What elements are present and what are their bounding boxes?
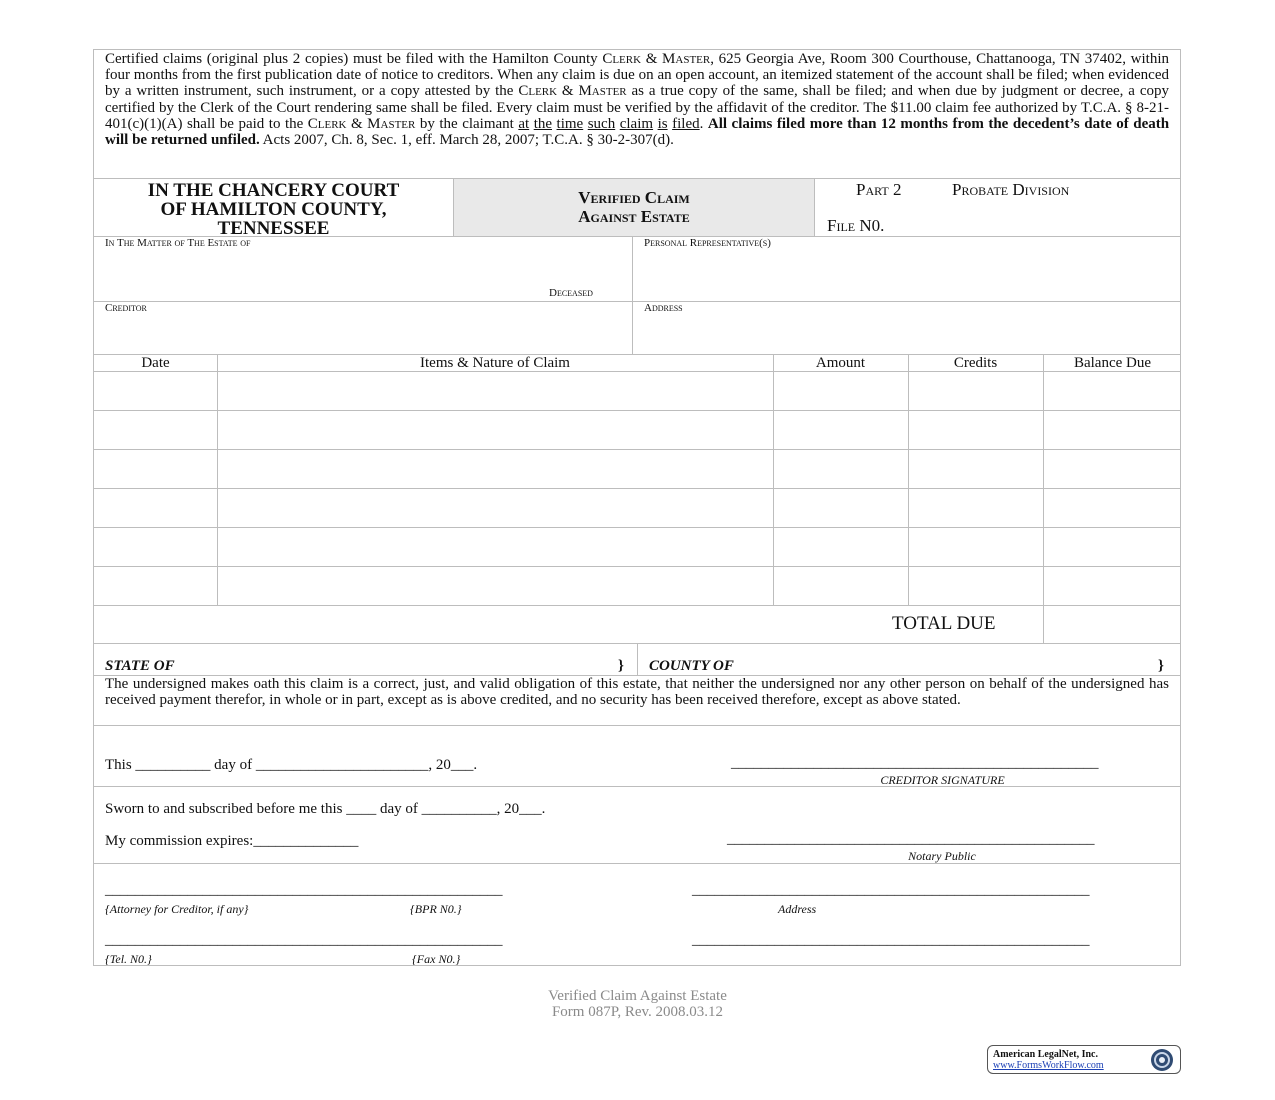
- claim-row[interactable]: [94, 450, 1180, 489]
- estate-field[interactable]: In The Matter of The Estate of: [105, 237, 251, 249]
- total-row: [94, 605, 1180, 644]
- bpr-caption: {BPR N0.}: [410, 902, 462, 916]
- column-header-items: Items & Nature of Claim: [420, 355, 570, 371]
- state-field[interactable]: STATE OF: [105, 658, 175, 674]
- creditor-signature-caption: CREDITOR SIGNATURE: [880, 773, 1005, 787]
- attorney-row: [94, 864, 1180, 967]
- divider: [632, 237, 633, 301]
- court-title: [94, 179, 453, 238]
- statute-citation: Acts 2007, Ch. 8, Sec. 1, eff. March 28, 2007; T.C.A. § 30-2-307(d).: [259, 132, 674, 149]
- attorney-line[interactable]: _____________________________________________________: [105, 882, 503, 898]
- form-title: [453, 179, 815, 236]
- column-header-credits: Credits: [953, 355, 998, 371]
- underlined-word: such: [587, 115, 616, 132]
- publisher-name: American LegalNet, Inc.: [993, 1049, 1098, 1060]
- notary-row: [94, 787, 1180, 864]
- claim-row[interactable]: [94, 567, 1180, 606]
- column-divider: [908, 489, 909, 527]
- column-divider: [908, 528, 909, 566]
- column-divider: [217, 489, 218, 527]
- claim-row[interactable]: [94, 411, 1180, 450]
- total-due-field[interactable]: [1044, 605, 1181, 643]
- notary-signature-line[interactable]: _________________________________________________: [727, 831, 1095, 847]
- column-divider: [908, 567, 909, 605]
- sworn-date-field[interactable]: Sworn to and subscribed before me this ____ day of __________, 20___.: [105, 801, 546, 817]
- publisher-link[interactable]: www.FormsWorkFlow.com: [993, 1060, 1104, 1071]
- unfiled-warning: All claims filed more than 12 months from the decedent’s date of death will be returned unfiled.: [105, 115, 1170, 149]
- clerk-master-text: Clerk & Master: [602, 51, 711, 67]
- column-divider: [773, 489, 774, 527]
- column-divider: [217, 567, 218, 605]
- court-title-line: TENNESSEE: [217, 218, 330, 239]
- column-divider: [1043, 450, 1044, 488]
- column-divider: [217, 450, 218, 488]
- venue-row: [94, 644, 1180, 676]
- oath-statement: [94, 676, 1180, 726]
- column-divider: [773, 355, 774, 371]
- column-divider: [1043, 411, 1044, 449]
- column-divider: [773, 411, 774, 449]
- underlined-word: claim: [619, 115, 654, 132]
- claim-row[interactable]: [94, 489, 1180, 528]
- brace: }: [1158, 658, 1164, 674]
- underlined-word: filed: [672, 115, 700, 132]
- instructions-text: as a true copy of the same, shall be filed; and when due by judgment or decree, a copy certified by the Clerk of the Court rendering same shall be filed. Every claim must be verified by the affidavit of the creditor. The $11.00 claim fee authorized by T.C.A. § 8-21-401(c)(1)(A) shall be paid to the: [105, 83, 1169, 132]
- date-signed-field[interactable]: This __________ day of _______________________, 20___.: [105, 757, 478, 773]
- column-divider: [773, 372, 774, 410]
- column-header-balance: Balance Due: [1073, 355, 1152, 371]
- column-divider: [1043, 372, 1044, 410]
- part-label: Part 2: [856, 180, 902, 199]
- clerk-master-text: Clerk & Master: [518, 83, 627, 100]
- column-divider: [217, 528, 218, 566]
- instructions-text: .: [699, 115, 708, 132]
- tel-caption: {Tel. N0.}: [105, 952, 152, 966]
- brace: }: [618, 658, 624, 674]
- underlined-word: time: [556, 115, 584, 132]
- file-number-field[interactable]: File N0.: [827, 216, 885, 235]
- creditor-field[interactable]: Creditor: [105, 302, 147, 314]
- underlined-word: is: [657, 115, 668, 132]
- column-divider: [908, 450, 909, 488]
- total-due-label: TOTAL DUE: [892, 613, 996, 634]
- form-title-line: Against Estate: [578, 207, 690, 226]
- notary-caption: Notary Public: [908, 849, 976, 863]
- creditor-signature-line[interactable]: _________________________________________________: [731, 755, 1099, 771]
- court-title-line: IN THE CHANCERY COURT: [147, 180, 400, 201]
- column-divider: [1043, 567, 1044, 605]
- column-divider: [908, 411, 909, 449]
- personal-representative-field[interactable]: Personal Representative(s): [644, 237, 771, 249]
- column-divider: [773, 567, 774, 605]
- attorney-address-line[interactable]: _____________________________________________________: [692, 882, 1090, 898]
- footer-form-number: Form 087P, Rev. 2008.03.12: [551, 1004, 724, 1020]
- creditor-signature-row: [94, 726, 1180, 787]
- attorney-caption: {Attorney for Creditor, if any}: [105, 902, 249, 916]
- fax-caption: {Fax N0.}: [412, 952, 461, 966]
- division-label: Probate Division: [952, 180, 1070, 199]
- column-divider: [217, 355, 218, 371]
- column-header-date: Date: [141, 355, 170, 371]
- commission-expires-field[interactable]: My commission expires:______________: [105, 833, 359, 849]
- claim-row[interactable]: [94, 372, 1180, 411]
- column-divider: [1043, 355, 1044, 371]
- filing-instructions: [94, 50, 1180, 179]
- instructions-text: by the claimant: [415, 115, 519, 132]
- court-title-line: OF HAMILTON COUNTY,: [160, 199, 387, 220]
- underlined-word: the: [533, 115, 553, 132]
- court-header: [94, 179, 1180, 237]
- county-field[interactable]: COUNTY OF: [649, 658, 734, 674]
- divider: [637, 644, 638, 675]
- form-title-line: Verified Claim: [578, 188, 690, 207]
- column-divider: [908, 372, 909, 410]
- deceased-label: Deceased: [549, 287, 593, 299]
- estate-row: [94, 237, 1180, 302]
- claim-row[interactable]: [94, 528, 1180, 567]
- oath-text: The undersigned makes oath this claim is a correct, just, and valid obligation of this estate, that neither the undersigned nor any other person on behalf of the undersigned has received payment therefor, in whole or in part, except as is above credited, and no security has been received therefore, except as above stated.: [105, 676, 1169, 708]
- footer-form-name: Verified Claim Against Estate: [548, 988, 727, 1004]
- claim-form: [93, 49, 1181, 966]
- address-field[interactable]: Address: [644, 302, 683, 314]
- instructions-text: , 625 Georgia Ave, Room 300 Courthouse, Chattanooga, TN 37402, within four months from the first publication date of notice to creditors. When any claim is due on an open account, an itemized statement of the account shall be filed; when evidenced by a written instrument, such instrument, or a copy attested by the: [105, 51, 1169, 100]
- column-header-amount: Amount: [815, 355, 866, 371]
- column-divider: [773, 528, 774, 566]
- tel-fax-line[interactable]: _____________________________________________________: [105, 932, 503, 948]
- column-divider: [1043, 489, 1044, 527]
- underlined-word: at: [518, 115, 530, 132]
- attorney-extra-line[interactable]: _____________________________________________________: [692, 932, 1090, 948]
- column-divider: [908, 355, 909, 371]
- publisher-logo: [987, 1045, 1181, 1074]
- divider: [632, 302, 633, 354]
- column-divider: [1043, 528, 1044, 566]
- column-divider: [773, 450, 774, 488]
- claims-table-header: [94, 355, 1180, 372]
- address-caption: Address: [778, 902, 817, 916]
- instructions-text: Certified claims (original plus 2 copies) must be filed with the Hamilton County: [105, 51, 603, 67]
- column-divider: [217, 372, 218, 410]
- creditor-row: [94, 302, 1180, 355]
- globe-icon: [1146, 1047, 1178, 1073]
- clerk-master-text: Clerk & Master: [307, 115, 416, 132]
- column-divider: [217, 411, 218, 449]
